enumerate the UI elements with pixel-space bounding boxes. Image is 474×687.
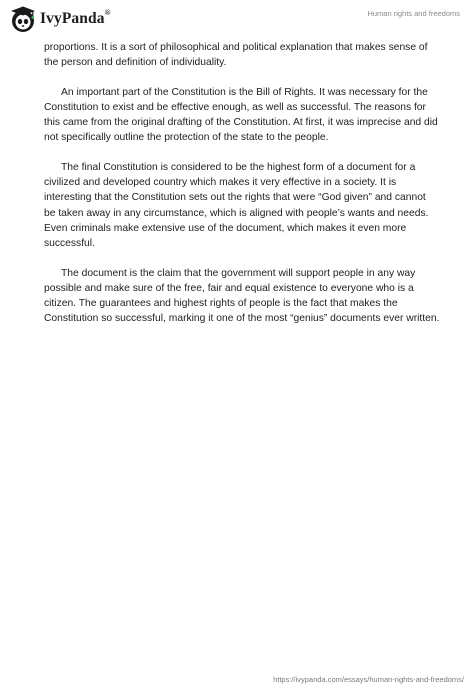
- paragraph: An important part of the Constitution is the Bill of Rights. It was necessary for the Constitution to exist and be effective enough, as well as successful. The reasons for this came from the original drafting of the Constitution. At first, it was imprecise and did not specifically outline the protection of the state to the people.: [44, 86, 438, 144]
- document-title: Human rights and freedoms: [367, 9, 460, 18]
- ivypanda-logo[interactable]: [9, 5, 111, 33]
- paragraph: The document is the claim that the government will support people in any way possible and make sure of the free, fair and equal existence to everyone who is a citizen. The guarantees and highest rights of people is the fact that makes the Constitution so successful, marking it one of the most “genius” documents ever written.: [44, 267, 440, 325]
- paragraph: proportions. It is a sort of philosophical and political explanation that makes sense of the person and definition of individuality.: [44, 42, 428, 69]
- paragraph: The final Constitution is considered to be the highest form of a document for a civilized and developed country which makes it very effective in a society. It is interesting that the Constitution sets out the rights that were “God given” and cannot be taken away in any circumstance, which is aligned with people’s wants and needs. Even criminals make extensive use of the document, which makes it even more successful.: [44, 161, 429, 250]
- source-url-link[interactable]: https://ivypanda.com/essays/human-rights-and-freedoms/: [273, 675, 464, 684]
- graduation-cap-panda-icon: [9, 5, 37, 33]
- essay-body: [44, 40, 440, 341]
- page-header: [0, 0, 474, 40]
- brand-name: IvyPanda®: [40, 7, 111, 28]
